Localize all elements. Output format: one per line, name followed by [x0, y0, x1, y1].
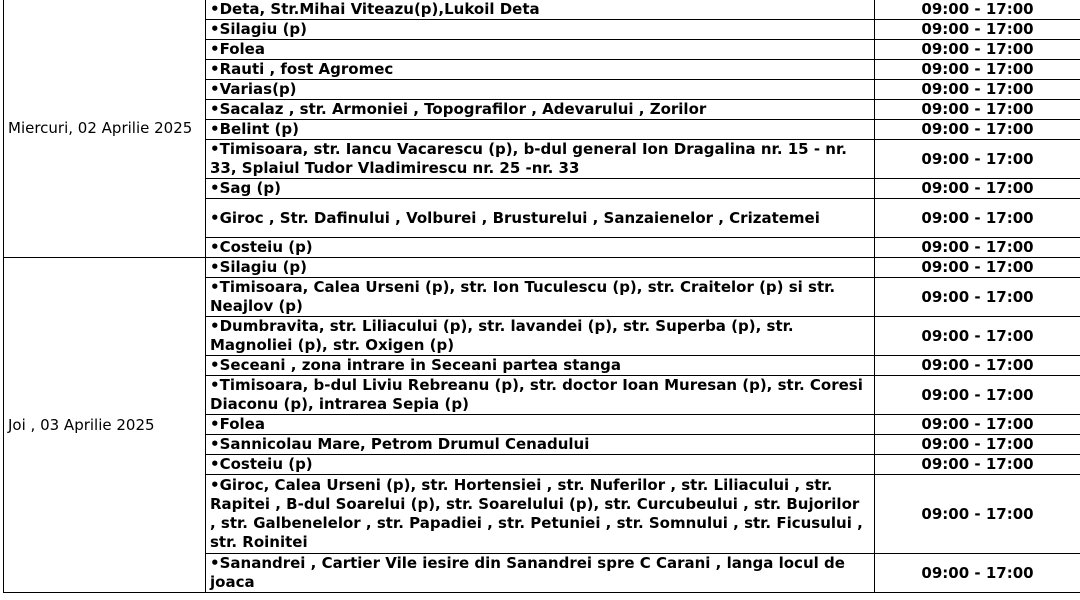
- location-cell: •Seceani , zona intrare in Seceani partea stanga: [206, 356, 875, 376]
- time-cell: 09:00 - 17:00: [875, 179, 1080, 199]
- time-cell: 09:00 - 17:00: [875, 258, 1080, 278]
- location-cell: •Sag (p): [206, 179, 875, 199]
- location-cell: •Giroc, Calea Urseni (p), str. Hortensiei , str. Nuferilor , str. Liliacului , str. Rapitei , B-dul Soarelui (p), str. Soarelului (p), str. Curcubeului , str. Bujorilor , str. Galbenelelor , str. Papadiei , str. Petuniei , str. Somnului , str. Ficusului , str. Roinitei: [206, 475, 875, 554]
- location-cell: •Sanandrei , Cartier Vile iesire din Sanandrei spre C Carani , langa locul de joaca: [206, 554, 875, 593]
- location-cell: •Folea: [206, 415, 875, 435]
- location-cell: •Silagiu (p): [206, 258, 875, 278]
- location-cell: •Timisoara, b-dul Liviu Rebreanu (p), str. doctor Ioan Muresan (p), str. Coresi Diaconu (p), intrarea Sepia (p): [206, 376, 875, 415]
- time-cell: 09:00 - 17:00: [875, 120, 1080, 140]
- location-cell: •Dumbravita, str. Liliacului (p), str. lavandei (p), str. Superba (p), str. Magnoliei (p), str. Oxigen (p): [206, 317, 875, 356]
- location-cell: •Giroc , Str. Dafinului , Volburei , Brusturelui , Sanzaienelor , Crizatemei: [206, 199, 875, 238]
- table-row: [4, 258, 1080, 278]
- location-cell: •Rauti , fost Agromec: [206, 60, 875, 80]
- time-cell: 09:00 - 17:00: [875, 80, 1080, 100]
- location-cell: •Belint (p): [206, 120, 875, 140]
- day-cell: Miercuri, 02 Aprilie 2025: [4, 0, 206, 258]
- location-cell: •Costeiu (p): [206, 238, 875, 258]
- schedule-table: [3, 0, 1080, 593]
- time-cell: 09:00 - 17:00: [875, 100, 1080, 120]
- location-cell: •Timisoara, str. Iancu Vacarescu (p), b-dul general Ion Dragalina nr. 15 - nr. 33, Splaiul Tudor Vladimirescu nr. 25 -nr. 33: [206, 140, 875, 179]
- table-row: [4, 0, 1080, 20]
- location-cell: •Timisoara, Calea Urseni (p), str. Ion Tuculescu (p), str. Craitelor (p) si str. Neajlov (p): [206, 278, 875, 317]
- location-cell: •Sannicolau Mare, Petrom Drumul Cenadului: [206, 435, 875, 455]
- time-cell: 09:00 - 17:00: [875, 20, 1080, 40]
- schedule-body: [4, 0, 1080, 593]
- time-cell: 09:00 - 17:00: [875, 554, 1080, 593]
- day-cell: Joi , 03 Aprilie 2025: [4, 258, 206, 593]
- time-cell: 09:00 - 17:00: [875, 317, 1080, 356]
- time-cell: 09:00 - 17:00: [875, 435, 1080, 455]
- time-cell: 09:00 - 17:00: [875, 455, 1080, 475]
- location-cell: •Sacalaz , str. Armoniei , Topografilor , Adevarului , Zorilor: [206, 100, 875, 120]
- location-cell: •Silagiu (p): [206, 20, 875, 40]
- time-cell: 09:00 - 17:00: [875, 140, 1080, 179]
- time-cell: 09:00 - 17:00: [875, 238, 1080, 258]
- time-cell: 09:00 - 17:00: [875, 356, 1080, 376]
- time-cell: 09:00 - 17:00: [875, 475, 1080, 554]
- time-cell: 09:00 - 17:00: [875, 0, 1080, 20]
- time-cell: 09:00 - 17:00: [875, 376, 1080, 415]
- time-cell: 09:00 - 17:00: [875, 199, 1080, 238]
- location-cell: •Deta, Str.Mihai Viteazu(p),Lukoil Deta: [206, 0, 875, 20]
- location-cell: •Folea: [206, 40, 875, 60]
- location-cell: •Varias(p): [206, 80, 875, 100]
- location-cell: •Costeiu (p): [206, 455, 875, 475]
- time-cell: 09:00 - 17:00: [875, 415, 1080, 435]
- time-cell: 09:00 - 17:00: [875, 40, 1080, 60]
- time-cell: 09:00 - 17:00: [875, 278, 1080, 317]
- time-cell: 09:00 - 17:00: [875, 60, 1080, 80]
